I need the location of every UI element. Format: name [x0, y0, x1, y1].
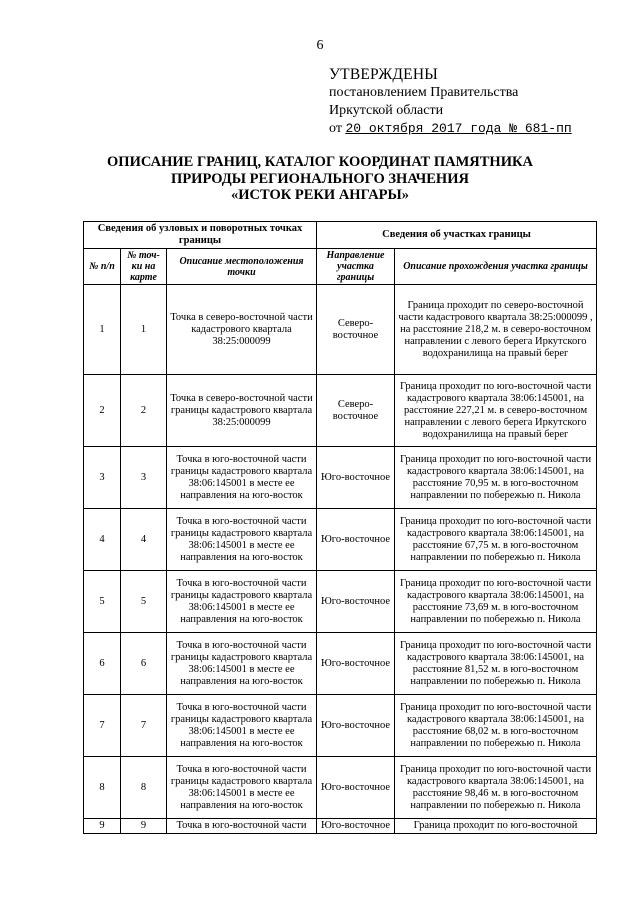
table-row [84, 695, 597, 757]
cell-direction: Северо-восточное [317, 375, 395, 447]
cell-map-num: 5 [121, 571, 167, 633]
cell-map-num: 1 [121, 285, 167, 375]
cell-passage: Граница проходит по юго-восточной части кадастрового квартала 38:06:145001, на расстояние 68,02 м. в юго-восточном направлении по побережью п. Никола [395, 695, 597, 757]
page-number: 6 [316, 38, 324, 53]
cell-map-num: 2 [121, 375, 167, 447]
cell-direction: Юго-восточное [317, 633, 395, 695]
cell-direction: Юго-восточное [317, 757, 395, 819]
approval-line-region: Иркутской области [329, 103, 444, 118]
title-line-3: «ИСТОК РЕКИ АНГАРЫ» [230, 187, 410, 203]
cell-map-num: 9 [121, 819, 167, 834]
cell-location: Точка в юго-восточной части границы кадастрового квартала 38:06:145001 в месте ее направления на юго-восток [167, 757, 317, 819]
cell-passage: Граница проходит по юго-восточной части кадастрового квартала 38:06:145001, на расстояние 227,21 м. в северо-восточном направлении с левого берега Иркутского водохранилища на правый берег [395, 375, 597, 447]
cell-location: Точка в юго-восточной части границы кадастрового квартала 38:06:145001 в месте ее направления на юго-восток [167, 695, 317, 757]
table-row [84, 819, 597, 834]
column-header-num: № п/п [84, 249, 121, 285]
cell-map-num: 3 [121, 447, 167, 509]
cell-passage: Граница проходит по юго-восточной части кадастрового квартала 38:06:145001, на расстояние 98,46 м. в юго-восточном направлении по побережью п. Никола [395, 757, 597, 819]
table-row [84, 633, 597, 695]
table-row [84, 447, 597, 509]
group-header-row [84, 222, 597, 249]
approval-line-resolution: постановлением Правительства [329, 85, 519, 100]
cell-num: 4 [84, 509, 121, 571]
cell-location: Точка в северо-восточной части границы кадастрового квартала 38:25:000099 [167, 375, 317, 447]
boundary-table [83, 221, 597, 834]
approval-date-line [329, 120, 572, 138]
cell-direction: Юго-восточное [317, 447, 395, 509]
cell-direction: Юго-восточное [317, 695, 395, 757]
cell-num: 2 [84, 375, 121, 447]
cell-passage: Граница проходит по юго-восточной части кадастрового квартала 38:06:145001, на расстояние 70,95 м. в юго-восточном направлении по побережью п. Никола [395, 447, 597, 509]
approval-date-prefix: от [329, 121, 342, 136]
group-header-points: Сведения об узловых и поворотных точках границы [84, 222, 317, 249]
cell-direction: Юго-восточное [317, 571, 395, 633]
cell-passage: Граница проходит по юго-восточной части кадастрового квартала 38:06:145001, на расстояние 81,52 м. в юго-восточном направлении по побережью п. Никола [395, 633, 597, 695]
cell-passage: Граница проходит по юго-восточной части кадастрового квартала 38:06:145001, на расстояние 73,69 м. в юго-восточном направлении по побережью п. Никола [395, 571, 597, 633]
approval-heading: УТВЕРЖДЕНЫ [329, 66, 438, 83]
cell-num: 7 [84, 695, 121, 757]
approval-block [329, 66, 572, 138]
cell-location: Точка в юго-восточной части [167, 819, 317, 834]
cell-location: Точка в юго-восточной части границы кадастрового квартала 38:06:145001 в месте ее направления на юго-восток [167, 571, 317, 633]
column-header-direction: Направление участка границы [317, 249, 395, 285]
cell-passage: Граница проходит по юго-восточной части кадастрового квартала 38:06:145001, на расстояние 67,75 м. в юго-восточном направлении по побережью п. Никола [395, 509, 597, 571]
table-row [84, 285, 597, 375]
cell-direction: Северо-восточное [317, 285, 395, 375]
cell-location: Точка в юго-восточной части границы кадастрового квартала 38:06:145001 в месте ее направления на юго-восток [167, 447, 317, 509]
table-row [84, 757, 597, 819]
column-header-map-num: № точ-ки на карте [121, 249, 167, 285]
table-row [84, 509, 597, 571]
cell-map-num: 4 [121, 509, 167, 571]
column-header-passage: Описание прохождения участка границы [395, 249, 597, 285]
cell-direction: Юго-восточное [317, 509, 395, 571]
cell-location: Точка в северо-восточной части кадастрового квартала 38:25:000099 [167, 285, 317, 375]
cell-map-num: 6 [121, 633, 167, 695]
cell-map-num: 7 [121, 695, 167, 757]
title-line-1: ОПИСАНИЕ ГРАНИЦ, КАТАЛОГ КООРДИНАТ ПАМЯТНИКА [107, 154, 533, 170]
cell-direction: Юго-восточное [317, 819, 395, 834]
cell-num: 5 [84, 571, 121, 633]
cell-passage: Граница проходит по юго-восточной [395, 819, 597, 834]
cell-num: 3 [84, 447, 121, 509]
approval-date-value: 20 октября 2017 года № 681-пп [345, 121, 572, 136]
cell-map-num: 8 [121, 757, 167, 819]
table-row [84, 375, 597, 447]
column-header-location: Описание местоположения точки [167, 249, 317, 285]
cell-passage: Граница проходит по северо-восточной части кадастрового квартала 38:25:000099 , на расстояние 218,2 м. в северо-восточном направлении с левого берега Иркутского водохранилища на правый берег [395, 285, 597, 375]
cell-num: 1 [84, 285, 121, 375]
group-header-sections: Сведения об участках границы [317, 222, 597, 249]
cell-num: 9 [84, 819, 121, 834]
table-row [84, 571, 597, 633]
cell-location: Точка в юго-восточной части границы кадастрового квартала 38:06:145001 в месте ее направления на юго-восток [167, 633, 317, 695]
document-title [0, 154, 640, 204]
cell-location: Точка в юго-восточной части границы кадастрового квартала 38:06:145001 в месте ее направления на юго-восток [167, 509, 317, 571]
cell-num: 6 [84, 633, 121, 695]
cell-num: 8 [84, 757, 121, 819]
column-header-row [84, 249, 597, 285]
title-line-2: ПРИРОДЫ РЕГИОНАЛЬНОГО ЗНАЧЕНИЯ [171, 170, 469, 187]
